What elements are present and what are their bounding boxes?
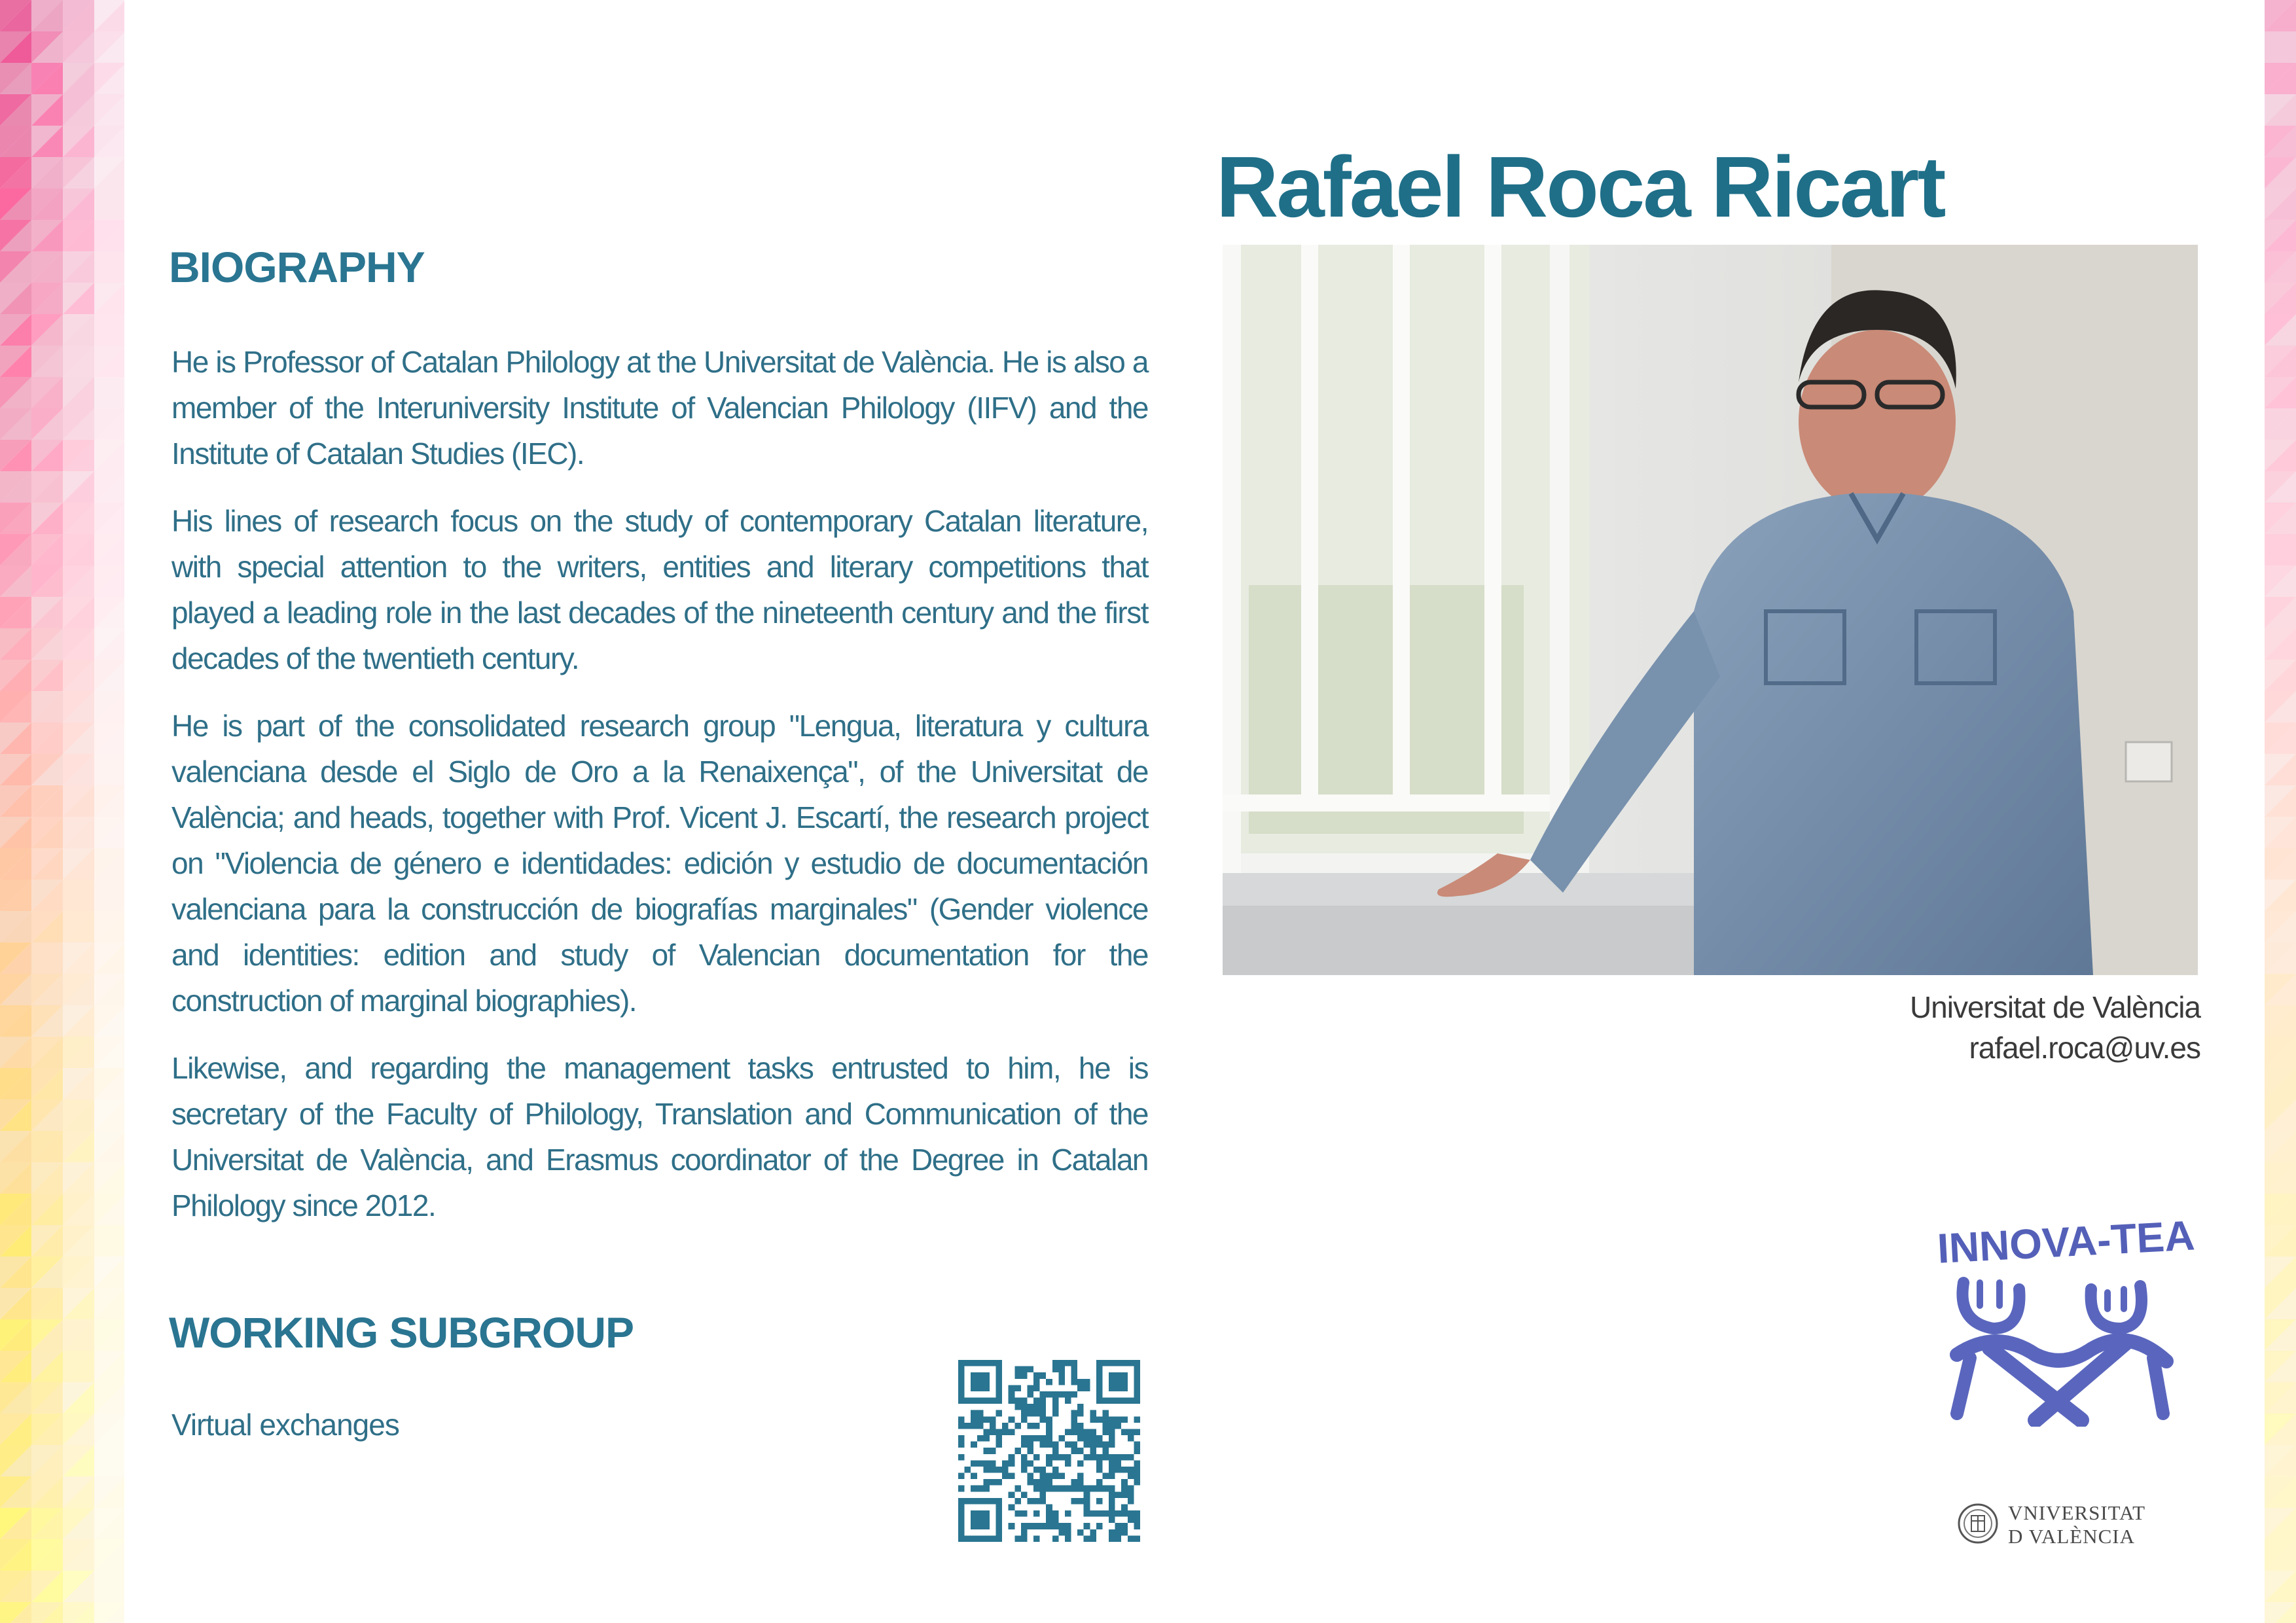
biography-text — [171, 339, 1148, 1250]
biography-paragraph: Likewise, and regarding the management tasks entrusted to him, he is secretary of the Faculty of Philology, Translation and Communication of the Universitat de València, and Erasmus coordinator of the Degree in Catalan Philology since 2012. — [171, 1051, 1148, 1222]
biography-paragraph: He is part of the consolidated research group "Lengua, literatura y cultura valenciana desde el Siglo de Oro a la Renaixença", of the Universitat de València; and heads, together with Prof. Vicent J. Escartí, the research project on "Violencia de género e identidades: edición y estudio de documentación valenciana para la construcción de biografías marginales" (Gender violence and identities: edition and study of Valencian documentation for the construction of marginal biographies). — [171, 709, 1148, 1018]
working-subgroup-heading: WORKING SUBGROUP — [169, 1308, 634, 1357]
biography-paragraph: He is Professor of Catalan Philology at the Universitat de València. He is also a member of the Interuniversity Institute of Valencian Philology (IIFV) and the Institute of Catalan Studies (IEC). — [171, 345, 1148, 471]
decorative-border-right — [2233, 0, 2296, 1623]
email-address[interactable]: rafael.roca@uv.es — [1969, 1031, 2200, 1065]
working-subgroup-value: Virtual exchanges — [171, 1408, 399, 1442]
qr-code[interactable] — [958, 1360, 1140, 1542]
university-logo-line1: VNIVERSITAT — [2008, 1501, 2146, 1524]
university-seal-icon — [1957, 1503, 1999, 1544]
person-name: Rafael Roca Ricart — [1216, 139, 1945, 235]
biography-heading: BIOGRAPHY — [169, 243, 425, 291]
decorative-border-left — [0, 0, 124, 1623]
innova-tea-logo — [1931, 1211, 2206, 1427]
innova-tea-logo-text: INNOVA-TEA — [1936, 1211, 2196, 1272]
affiliation: Universitat de València — [1909, 990, 2200, 1024]
university-logo-line2: D VALÈNCIA — [2008, 1525, 2136, 1548]
university-logo — [1957, 1499, 2153, 1551]
profile-photo — [1223, 245, 2198, 975]
biography-paragraph: His lines of research focus on the study of contemporary Catalan literature, with special attention to the writers, entities and literary competitions that played a leading role in the last decades of the nineteenth century and the first decades of the twentieth century. — [171, 504, 1148, 675]
